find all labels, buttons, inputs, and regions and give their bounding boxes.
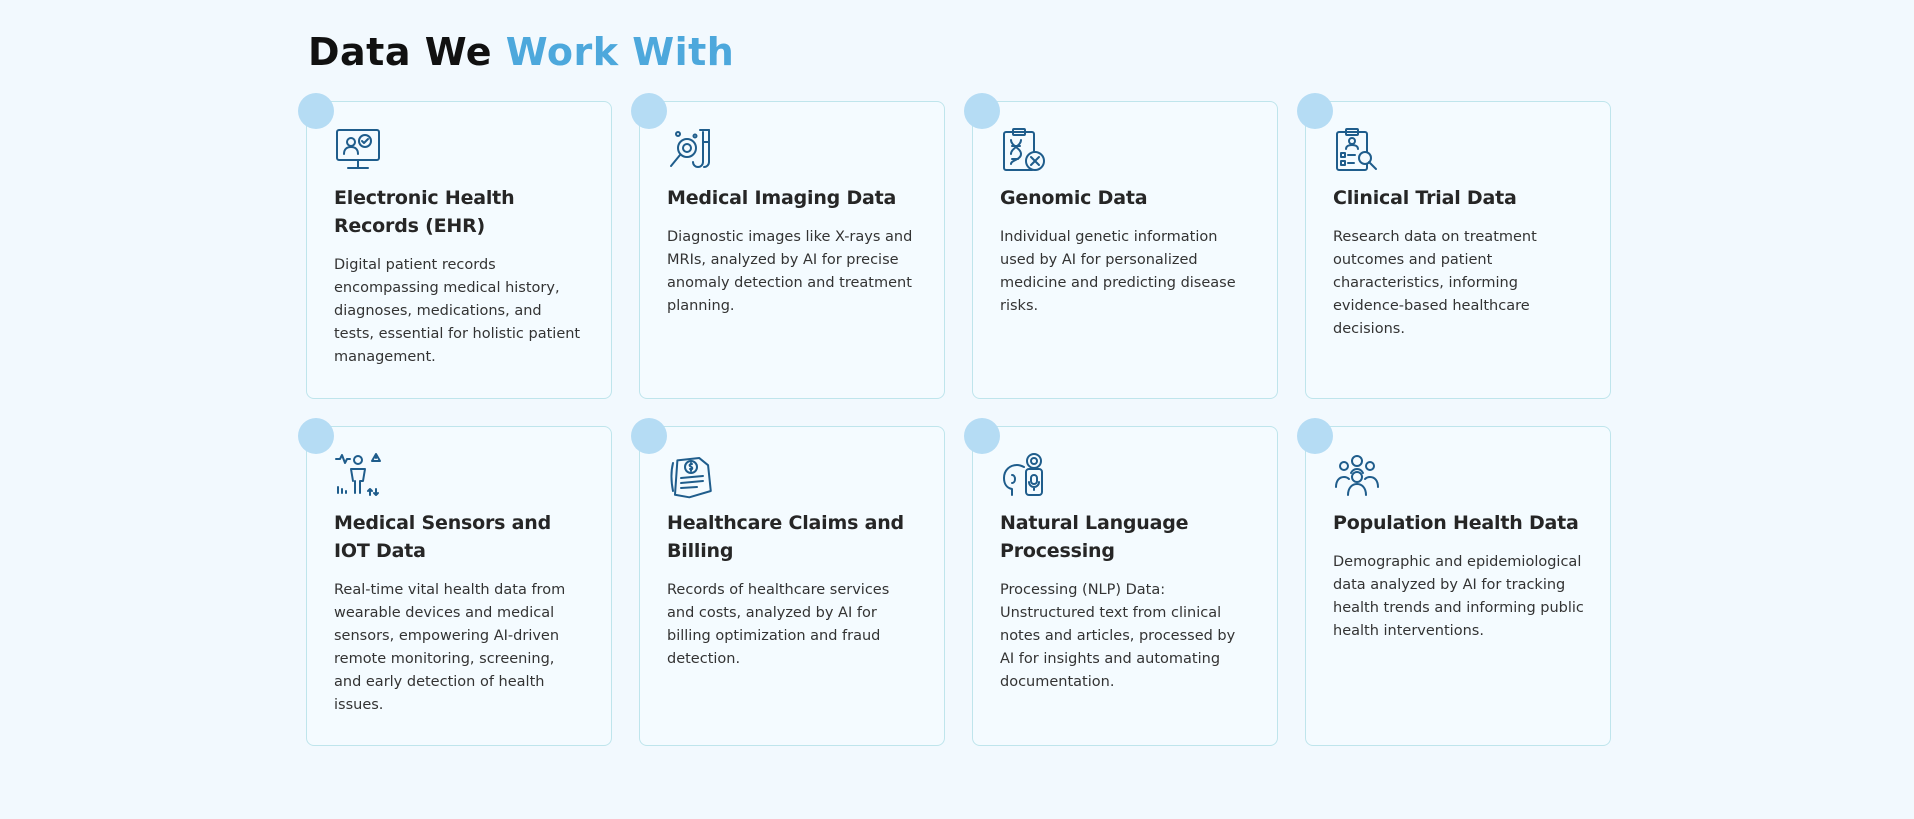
dna-clipboard-icon [1000,126,1048,174]
card-description: Demographic and epidemiological data analyzed by AI for tracking health trends and informing public health interventions. [1333,554,1584,639]
billing-document-icon [667,451,715,499]
card-title: Genomic Data [1000,187,1148,209]
card-title: Electronic Health Records (EHR) [334,187,515,237]
data-card-medical-sensors [306,426,612,746]
card-description: Processing (NLP) Data: Unstructured text from clinical notes and articles, processed by AI for insights and automating documentation. [1000,582,1236,690]
people-group-icon [1333,451,1381,499]
card-decor-dot [964,418,1000,454]
card-title: Medical Imaging Data [667,187,897,209]
card-decor-dot [631,93,667,129]
card-description: Real-time vital health data from wearable devices and medical sensors, empowering AI-driven remote monitoring, screening, and early detection of health issues. [334,582,566,713]
data-card-population-health [1305,426,1611,746]
card-description: Records of healthcare services and costs, analyzed by AI for billing optimization and fraud detection. [667,582,890,667]
card-title: Medical Sensors and IOT Data [334,512,552,562]
card-description: Digital patient records encompassing medical history, diagnoses, medications, and tests, essential for holistic patient management. [334,257,581,365]
card-decor-dot [1297,418,1333,454]
card-decor-dot [631,418,667,454]
voice-phone-head-icon [1000,451,1048,499]
data-card-genomic [972,101,1278,399]
data-card-claims-billing [639,426,945,746]
card-title: Natural Language Processing [1000,512,1189,562]
body-sensor-icon [334,451,382,499]
card-title: Population Health Data [1333,512,1579,534]
section-heading [308,30,734,74]
card-title: Clinical Trial Data [1333,187,1517,209]
monitor-user-check-icon [334,126,382,174]
card-decor-dot [298,418,334,454]
data-card-medical-imaging [639,101,945,399]
card-description: Research data on treatment outcomes and patient characteristics, informing evidence-based healthcare decisions. [1333,229,1537,337]
card-description: Diagnostic images like X-rays and MRIs, analyzed by AI for precise anomaly detection and treatment planning. [667,229,913,314]
heading-accent-text: Work With [505,30,735,74]
data-card-nlp [972,426,1278,746]
card-decor-dot [298,93,334,129]
card-title: Healthcare Claims and Billing [667,512,904,562]
data-card-ehr [306,101,612,399]
data-cards-grid [306,101,1611,746]
heading-text: Data We [308,30,493,74]
card-decor-dot [1297,93,1333,129]
clipboard-magnifier-icon [1333,126,1381,174]
card-description: Individual genetic information used by AI for personalized medicine and predicting disease risks. [1000,229,1236,314]
data-card-clinical-trial [1305,101,1611,399]
card-decor-dot [964,93,1000,129]
microscope-test-tube-icon [667,126,715,174]
